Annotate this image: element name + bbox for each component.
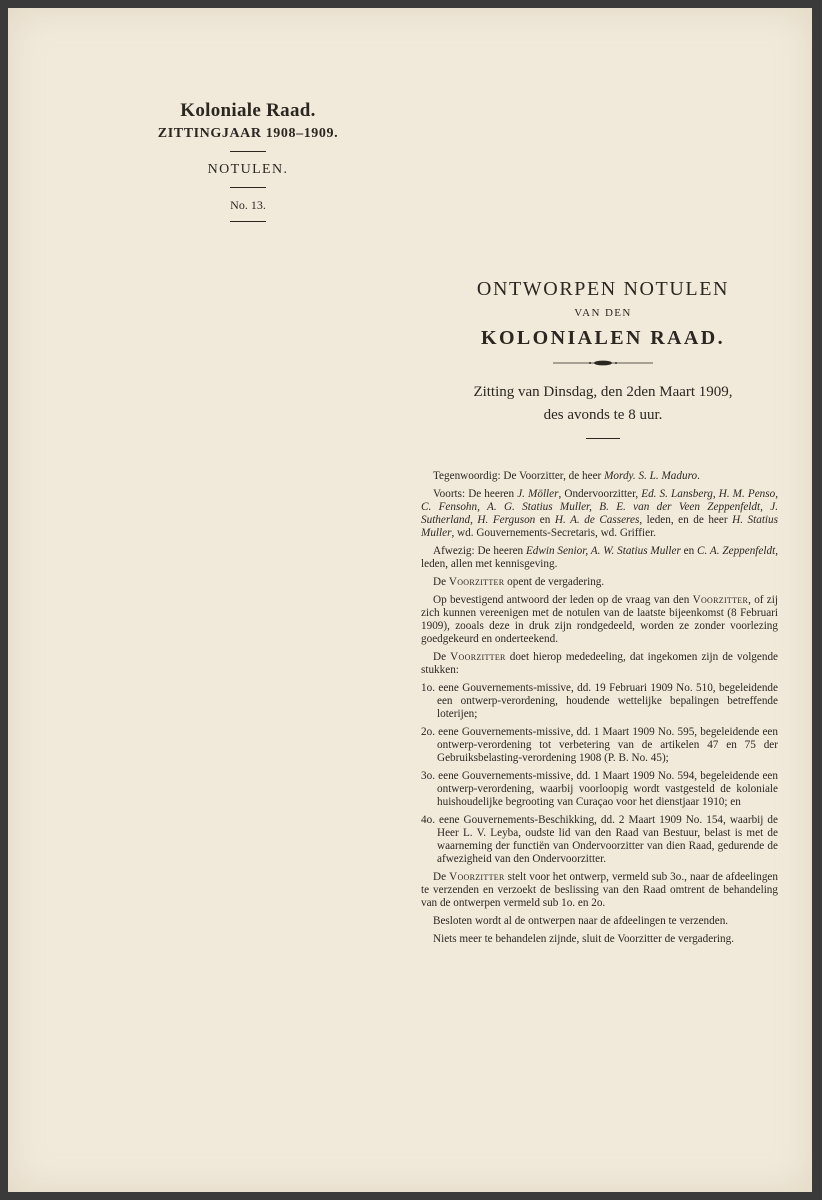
- approval-paragraph: Op bevestigend antwoord der leden op de vraag van den Voorzitter, of zij zich kunnen vereenigen met de notulen van de laatste bijeenkomst (8 Februari 1909), zooals deze in druk zijn rondgedeeld, worden ze zonder voorlezing goedgekeurd en onderteekend.: [421, 594, 778, 645]
- document-header-left: [118, 100, 378, 222]
- document-page: [8, 8, 812, 1192]
- notulen-label: NOTULEN.: [207, 162, 289, 177]
- list-item: 2o. eene Gouvernements-missive, dd. 1 Maart 1909 No. 595, begeleidende een ontwerp-verordening tot verbetering van de artikelen 47 en 75 der Gebruiksbelasting-verordening 1908 (P. B. No. 45);: [421, 726, 778, 764]
- proposal-paragraph: De Voorzitter stelt voor het ontwerp, vermeld sub 3o., naar de afdeelingen te verzenden en verzoekt de beslissing van den Raad omtrent de behandeling van de ontwerpen vermeld sub 1o. en 2o.: [421, 871, 778, 909]
- absent-paragraph: Afwezig: De heeren Edwin Senior, A. W. Statius Muller en C. A. Zeppenfeldt, leden, allen met kennisgeving.: [421, 545, 778, 570]
- session-year: ZITTINGJAAR 1908–1909.: [157, 126, 339, 141]
- announcement-paragraph: De Voorzitter doet hierop mededeeling, dat ingekomen zijn de volgende stukken:: [421, 651, 779, 676]
- title-line-2: VAN DEN: [574, 307, 632, 319]
- divider: [230, 151, 266, 152]
- opening-paragraph: De Voorzitter opent de vergadering.: [433, 576, 605, 588]
- closing-paragraph: Niets meer te behandelen zijnde, sluit de Voorzitter de vergadering.: [433, 933, 735, 945]
- title-line-3: KOLONIALEN RAAD.: [481, 327, 725, 349]
- divider: [230, 187, 266, 188]
- council-name: Koloniale Raad.: [180, 100, 316, 121]
- attendees-paragraph: Tegenwoordig: De Voorzitter, de heer Mordy. S. L. Maduro.: [433, 470, 700, 482]
- minutes-body: [421, 470, 778, 951]
- document-number: No. 13.: [230, 198, 266, 212]
- divider: [230, 221, 266, 222]
- list-item: 1o. eene Gouvernements-missive, dd. 19 Februari 1909 No. 510, begeleidende een ontwerp-verordening, houdende wettelijke bepalingen betreffende loterijen;: [421, 682, 778, 720]
- session-date: Zitting van Dinsdag, den 2den Maart 1909,: [473, 384, 733, 400]
- session-time: des avonds te 8 uur.: [543, 407, 663, 423]
- decision-paragraph: Besloten wordt al de ontwerpen naar de afdeelingen te verzenden.: [433, 915, 729, 927]
- list-item: 3o. eene Gouvernements-missive, dd. 1 Maart 1909 No. 594, begeleidende een ontwerp-verordening, waarbij voorloopig wordt vastgesteld de koloniale huishoudelijke begrooting van Curaçao voor het dienstjaar 1910; en: [421, 770, 778, 808]
- list-item: 4o. eene Gouvernements-Beschikking, dd. 2 Maart 1909 No. 154, waarbij de Heer L. V. Leyba, oudste lid van den Raad van Bestuur, belast is met de waarneming der functiën van Ondervoorzitter van dien Raad, gedurende de afwezigheid van den Ondervoorzitter.: [421, 814, 778, 865]
- divider: [586, 438, 620, 439]
- title-line-1: ONTWORPEN NOTULEN: [476, 278, 730, 300]
- ornament-divider-icon: [553, 360, 653, 366]
- members-paragraph: Voorts: De heeren J. Möller, Ondervoorzitter, Ed. S. Lansberg, H. M. Penso, C. Fensohn, A. G. Statius Muller, B. E. van der Veen Zeppenfeldt, J. Sutherland, H. Ferguson en H. A. de Casseres, leden, en de heer H. Statius Muller, wd. Gouvernements-Secretaris, wd. Griffier.: [421, 488, 779, 539]
- document-title-block: [418, 278, 788, 439]
